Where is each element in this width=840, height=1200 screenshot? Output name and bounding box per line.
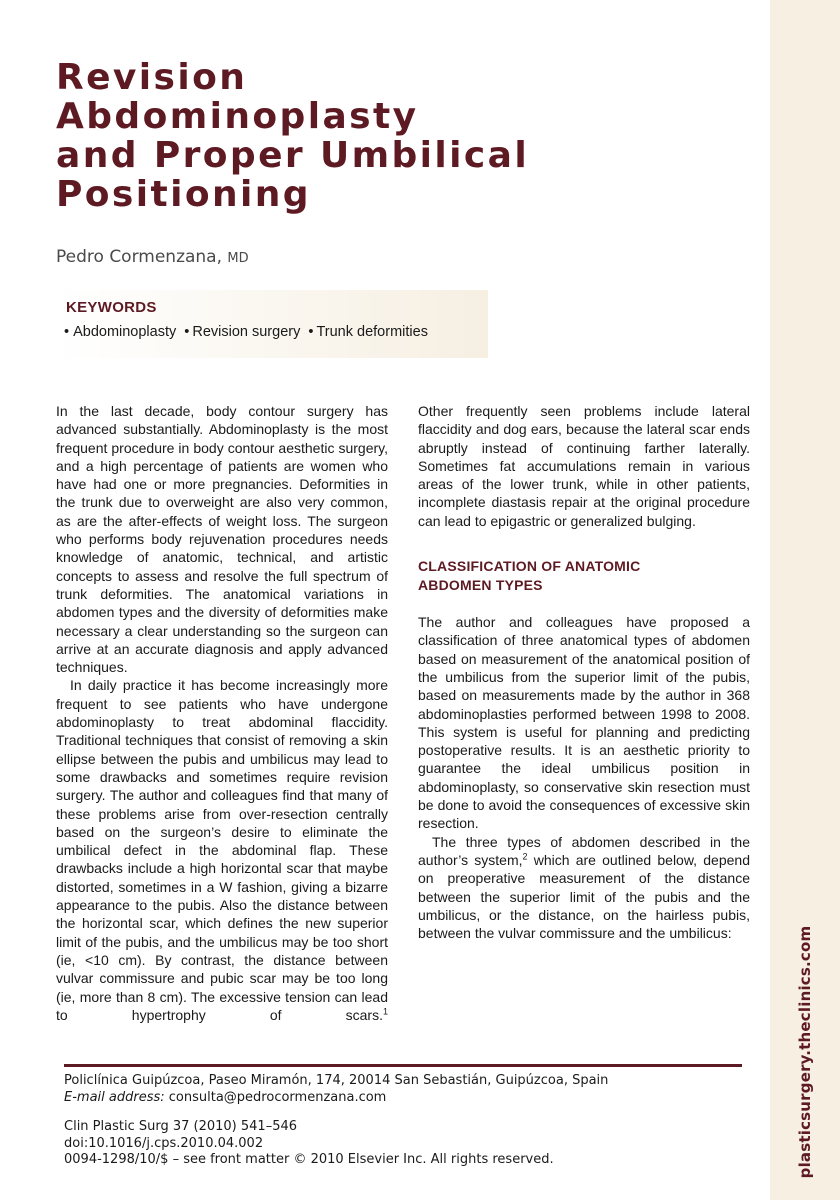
title-line: Abdominoplasty: [56, 96, 419, 137]
journal-citation: Clin Plastic Surg 37 (2010) 541–546: [64, 1119, 298, 1134]
keywords-list: [64, 324, 428, 340]
keyword-item: Trunk deformities: [316, 324, 428, 340]
footer: [64, 1073, 608, 1169]
title-line: Positioning: [56, 174, 311, 215]
paragraph: In the last decade, body contour surgery has advanced substantially. Abdominoplasty is the most frequent procedure in body contour aesthetic surgery, and a high percentage of patients are women who have had one or more pregnancies. Deformities in the trunk due to overweight are also very common, as are the after-effects of weight loss. The surgeon who performs body rejuvenation procedures needs knowledge of anatomic, technical, and artistic concepts to assess and resolve the full spectrum of trunk deformities. The anatomical variations in abdomen types and the diversity of deformities make necessary a clear understanding so the surgeon can arrive at an accurate diagnosis and apply advanced techniques.: [56, 403, 388, 676]
section-heading-line: CLASSIFICATION OF ANATOMIC: [418, 558, 641, 575]
keywords-heading: KEYWORDS: [66, 299, 157, 316]
paragraph-text: The three types of abdomen described in the author’s system,: [418, 833, 750, 868]
author-degree: MD: [227, 251, 249, 266]
bullet-icon: •: [64, 324, 70, 340]
keyword-item: Revision surgery: [192, 324, 301, 340]
footer-rule: [64, 1064, 742, 1067]
section-heading-line: ABDOMEN TYPES: [418, 577, 543, 594]
paragraph-text: In daily practice it has become increasingly more frequent to see patients who have undergone abdominoplasty to treat abdominal flaccidity. Traditional techniques that consist of removing a skin ellipse between the pubis and umbilicus may lead to some drawbacks and sometimes require revision surgery. The author and colleagues find that many of these problems arise from over-resection centrally based on the surgeon’s desire to eliminate the umbilical defect in the abdominal flap. These drawbacks include a high horizontal scar that maybe distorted, sometimes in a W fashion, giving a bizarre appearance to the pubis. Also the distance between the horizontal scar, which defines the new superior limit of the pubis, and the umbilicus may be too short (ie, <10 cm). By contrast, the distance between vulvar commissure and pubic scar may be too long (ie, more than 8 cm). The excessive tension can lead to hypertrophy of scars.: [56, 677, 388, 1023]
paragraph-continued: Other frequently seen problems include lateral flaccidity and dog ears, because the lateral scar ends abruptly instead of continuing farther laterally. Sometimes fat accumulations remain in various areas of the lower trunk, while in other patients, incomplete diastasis repair at the original procedure can lead to epigastric or generalized bulging.: [418, 403, 750, 529]
copyright: 0094-1298/10/$ – see front matter © 2010 Elsevier Inc. All rights reserved.: [64, 1152, 554, 1167]
paragraph: [418, 833, 750, 943]
email-label: E-mail address:: [64, 1089, 165, 1105]
article-title: [56, 58, 529, 214]
email-line: [64, 1090, 608, 1107]
email-link[interactable]: consulta@pedrocormenzana.com: [168, 1089, 387, 1105]
text-column-right: [418, 402, 750, 942]
title-line: Revision: [56, 57, 248, 98]
journal-url[interactable]: plasticsurgery.theclinics.com: [796, 925, 814, 1179]
keywords-box: [56, 290, 488, 358]
paragraph: The author and colleagues have proposed a classification of three anatomical types of abdomen based on measurement of the anatomical position of the umbilicus from the superior limit of the pubis, based on measurements made by the author in 368 abdominoplasties performed between 1998 to 2008. This system is useful for planning and predicting postoperative results. It is an aesthetic priority to guarantee the ideal umbilicus position in abdominoplasty, so conservative skin resection must be done to avoid the consequences of excessive skin resection.: [418, 614, 750, 832]
bullet-icon: •: [308, 324, 314, 340]
section-heading: [418, 557, 750, 595]
text-column-left: [56, 402, 388, 1024]
affiliation: Policlínica Guipúzcoa, Paseo Miramón, 174, 20014 San Sebastián, Guipúzcoa, Spain: [64, 1073, 609, 1088]
keyword-item: Abdominoplasty: [73, 324, 177, 340]
author-line: [56, 247, 249, 267]
title-line: and Proper Umbilical: [56, 135, 530, 176]
author-name: Pedro Cormenzana,: [56, 247, 223, 267]
doi-link[interactable]: doi:10.1016/j.cps.2010.04.002: [64, 1135, 264, 1151]
bullet-icon: •: [184, 324, 190, 340]
paragraph: [56, 676, 388, 1024]
reference-1[interactable]: 1: [382, 1006, 388, 1017]
paragraph-text: which are outlined below, depend on preoperative measurement of the distance between the superior limit of the pubis and the umbilicus, or the distance, on the hairless pubis, between the vulvar commissure and the umbilicus:: [418, 851, 750, 942]
reference-2[interactable]: 2: [522, 851, 528, 862]
